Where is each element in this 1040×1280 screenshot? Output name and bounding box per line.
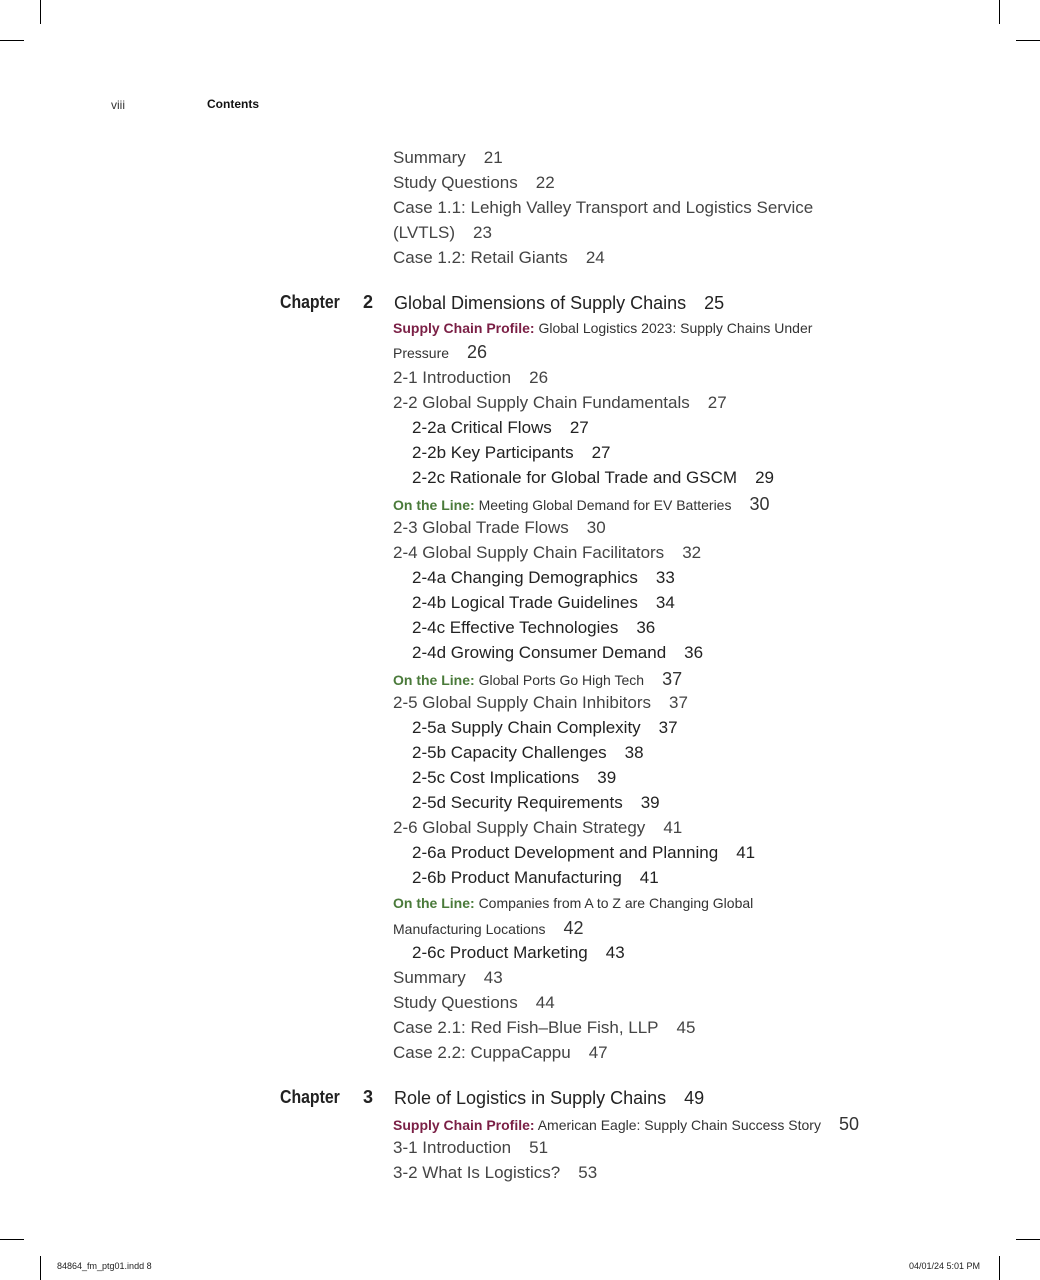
- toc-subentry: 2-5d Security Requirements 39: [412, 793, 660, 812]
- toc-entry: Case 2.1: Red Fish–Blue Fish, LLP 45: [393, 1018, 696, 1037]
- toc-entry: Study Questions 22: [393, 173, 555, 192]
- crop-mark: [0, 40, 24, 41]
- toc-subentry: 2-4c Effective Technologies 36: [412, 618, 656, 637]
- toc-entry: Case 2.2: CuppaCappu 47: [393, 1043, 608, 1062]
- supply-chain-profile: Supply Chain Profile: Global Logistics 2023: Supply Chains Under: [393, 320, 813, 336]
- toc-entry: 3-2 What Is Logistics? 53: [393, 1163, 598, 1182]
- toc-subentry: 2-6a Product Development and Planning 41: [412, 843, 756, 862]
- toc-subentry: 2-5b Capacity Challenges 38: [412, 743, 644, 762]
- crop-mark: [999, 0, 1000, 24]
- toc-entry: 2-6 Global Supply Chain Strategy 41: [393, 818, 683, 837]
- crop-mark: [1016, 1239, 1040, 1240]
- toc-entry: 2-1 Introduction 26: [393, 368, 549, 387]
- supply-chain-profile-cont: Pressure 26: [393, 342, 488, 362]
- toc-entry: 2-4 Global Supply Chain Facilitators 32: [393, 543, 702, 562]
- toc-entry: Study Questions 44: [393, 993, 555, 1012]
- toc-subentry: 2-4a Changing Demographics 33: [412, 568, 675, 587]
- toc-entry: Summary 21: [393, 148, 503, 167]
- chapter-number: 2: [363, 292, 374, 312]
- toc-subentry: 2-4d Growing Consumer Demand 36: [412, 643, 704, 662]
- chapter-label: Chapter: [280, 292, 340, 312]
- page-folio: viii: [111, 98, 125, 112]
- chapter-title: Role of Logistics in Supply Chains 49: [394, 1088, 705, 1108]
- toc-entry: 2-3 Global Trade Flows 30: [393, 518, 606, 537]
- chapter-title: Global Dimensions of Supply Chains 25: [394, 293, 725, 313]
- toc-entry: Case 1.2: Retail Giants 24: [393, 248, 605, 267]
- toc-entry: 2-2 Global Supply Chain Fundamentals 27: [393, 393, 727, 412]
- toc-entry: Case 1.1: Lehigh Valley Transport and Logistics Service: [393, 198, 814, 217]
- crop-mark: [0, 1239, 24, 1240]
- crop-mark: [999, 1256, 1000, 1280]
- toc-subentry: 2-2b Key Participants 27: [412, 443, 611, 462]
- toc-subentry: 2-6b Product Manufacturing 41: [412, 868, 659, 887]
- crop-mark: [40, 1256, 41, 1280]
- supply-chain-profile: Supply Chain Profile: American Eagle: Supply Chain Success Story 50: [393, 1114, 859, 1134]
- toc-subentry: 2-2c Rationale for Global Trade and GSCM 29: [412, 468, 774, 487]
- running-head: Contents: [207, 97, 259, 111]
- toc-subentry: 2-5c Cost Implications 39: [412, 768, 617, 787]
- slug-datetime: 04/01/24 5:01 PM: [909, 1261, 981, 1271]
- chapter-number: 3: [363, 1087, 374, 1107]
- toc-entry: (LVTLS) 23: [393, 223, 492, 242]
- on-the-line: On the Line: Companies from A to Z are Changing Global: [393, 895, 754, 911]
- crop-mark: [1016, 40, 1040, 41]
- on-the-line: On the Line: Global Ports Go High Tech 37: [393, 669, 683, 689]
- toc-entry: 3-1 Introduction 51: [393, 1138, 549, 1157]
- on-the-line: On the Line: Meeting Global Demand for EV Batteries 30: [393, 494, 770, 514]
- toc-subentry: 2-6c Product Marketing 43: [412, 943, 625, 962]
- toc-entry: Summary 43: [393, 968, 503, 987]
- toc-subentry: 2-2a Critical Flows 27: [412, 418, 589, 437]
- slug-filename: 84864_fm_ptg01.indd 8: [57, 1261, 152, 1271]
- chapter-label: Chapter: [280, 1087, 340, 1107]
- crop-mark: [40, 0, 41, 24]
- toc-subentry: 2-4b Logical Trade Guidelines 34: [412, 593, 675, 612]
- toc-subentry: 2-5a Supply Chain Complexity 37: [412, 718, 678, 737]
- on-the-line-cont: Manufacturing Locations 42: [393, 918, 584, 938]
- toc-entry: 2-5 Global Supply Chain Inhibitors 37: [393, 693, 688, 712]
